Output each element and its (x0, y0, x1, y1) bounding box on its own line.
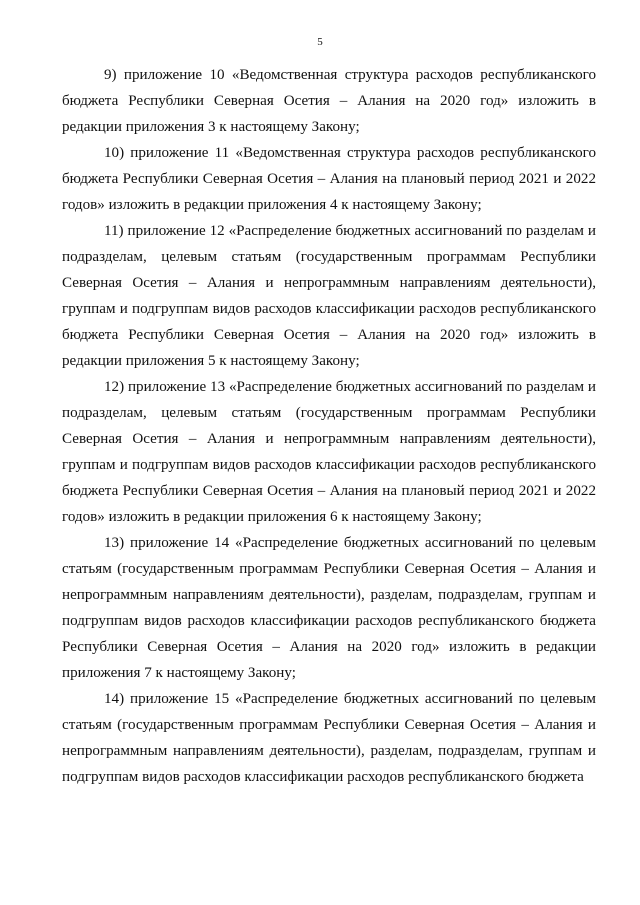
page-number: 5 (317, 36, 323, 48)
paragraph-item-12: 12) приложение 13 «Распределение бюджетных ассигнований по разделам и подразделам, целевым статьям (государственным программам Республики Северная Осетия – Алания и непрограммным направлениям деятельности), группам и подгруппам видов расходов классификации расходов республиканского бюджета Республики Северная Осетия – Алания на плановый период 2021 и 2022 годов» изложить в редакции приложения 6 к настоящему Закону; (62, 379, 596, 525)
paragraph-item-14: 14) приложение 15 «Распределение бюджетных ассигнований по целевым статьям (государственным программам Республики Северная Осетия – Алания и непрограммным направлениям деятельности), разделам, подразделам, группам и подгруппам видов расходов классификации расходов республиканского бюджета (62, 691, 596, 785)
paragraph-item-11: 11) приложение 12 «Распределение бюджетных ассигнований по разделам и подразделам, целевым статьям (государственным программам Республики Северная Осетия – Алания и непрограммным направлениям деятельности), группам и подгруппам видов расходов классификации расходов республиканского бюджета Республики Северная Осетия – Алания на 2020 год» изложить в редакции приложения 5 к настоящему Закону; (62, 223, 596, 369)
document-body (62, 62, 596, 790)
paragraph-item-9: 9) приложение 10 «Ведомственная структура расходов республиканского бюджета Республики Северная Осетия – Алания на 2020 год» изложить в редакции приложения 3 к настоящему Закону; (62, 67, 596, 135)
paragraph-item-10: 10) приложение 11 «Ведомственная структура расходов республиканского бюджета Республики Северная Осетия – Алания на плановый период 2021 и 2022 годов» изложить в редакции приложения 4 к настоящему Закону; (62, 145, 596, 213)
paragraph-item-13: 13) приложение 14 «Распределение бюджетных ассигнований по целевым статьям (государственным программам Республики Северная Осетия – Алания и непрограммным направлениям деятельности), разделам, подразделам, группам и подгруппам видов расходов классификации расходов республиканского бюджета Республики Северная Осетия – Алания на 2020 год» изложить в редакции приложения 7 к настоящему Закону; (62, 535, 596, 681)
